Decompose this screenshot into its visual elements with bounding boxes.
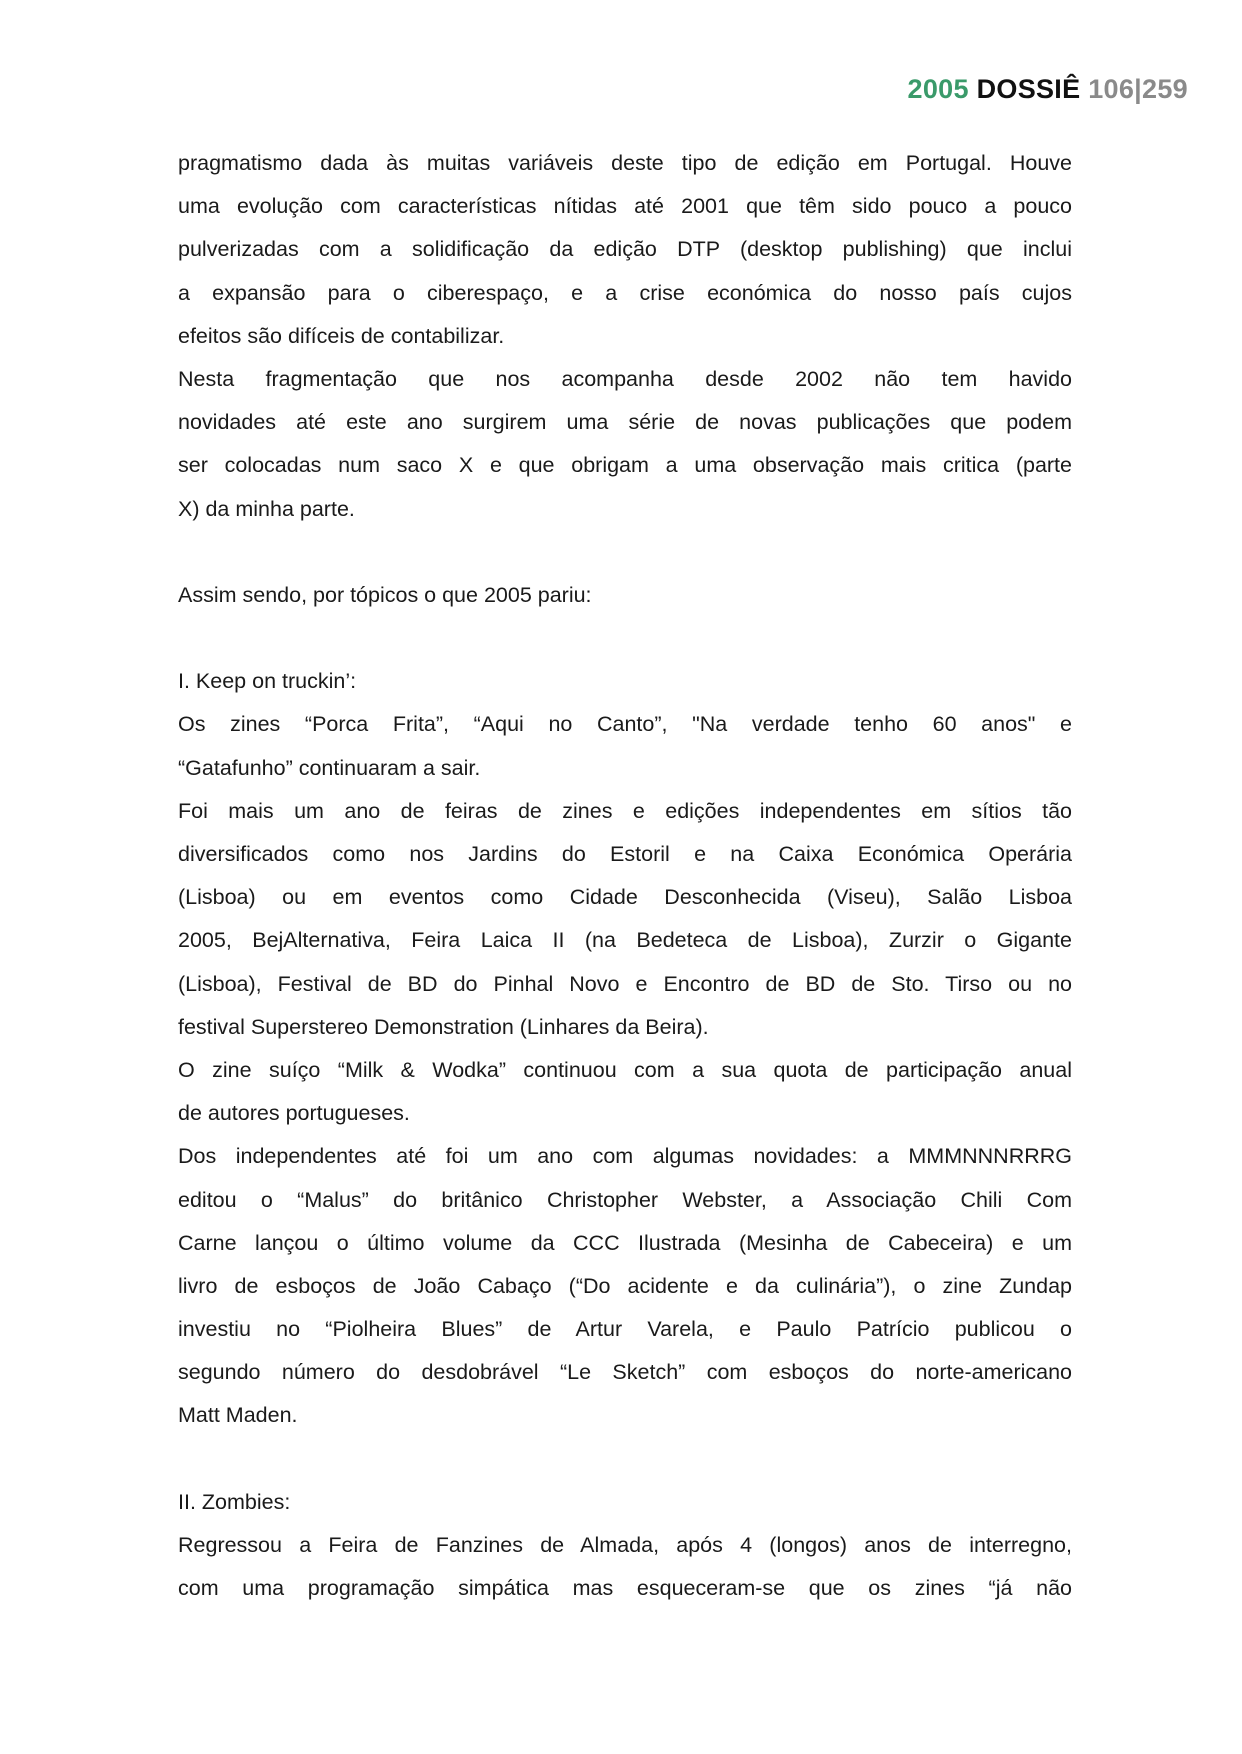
text-line: diversificados como nos Jardins do Estoril e na Caixa Económica Operária (178, 842, 1072, 866)
header-year: 2005 (907, 74, 969, 104)
text-line: pragmatismo dada às muitas variáveis deste tipo de edição em Portugal. Houve (178, 151, 1072, 175)
text-line: X) da minha parte. (178, 496, 355, 521)
paragraph (178, 1135, 1072, 1437)
text-line: Regressou a Feira de Fanzines de Almada, após 4 (longos) anos de interregno, (178, 1533, 1072, 1557)
text-line: 2005, BejAlternativa, Feira Laica II (na Bedeteca de Lisboa), Zurzir o Gigante (178, 928, 1072, 953)
text-line: Foi mais um ano de feiras de zines e edições independentes em sítios tão (178, 798, 1072, 823)
text-line: I. Keep on truckin’: (178, 669, 357, 694)
page-header (908, 74, 1188, 105)
paragraph-spacer (178, 531, 1072, 574)
text-line: ser colocadas num saco X e que obrigam a uma observação mais critica (parte (178, 453, 1072, 478)
text-line: O zine suíço “Milk & Wodka” continuou com a sua quota de participação anual (178, 1057, 1072, 1082)
text-line: pulverizadas com a solidificação da edição DTP (desktop publishing) que inclui (178, 237, 1072, 262)
paragraph (178, 574, 1072, 617)
text-line: Nesta fragmentação que nos acompanha desde 2002 não tem havido (178, 366, 1072, 391)
text-line: Os zines “Porca Frita”, “Aqui no Canto”, "Na verdade tenho 60 anos" e (178, 712, 1072, 737)
paragraph (178, 1049, 1072, 1135)
header-page-number: 106|259 (1088, 74, 1188, 104)
text-line: com uma programação simpática mas esqueceram-se que os zines “já não (178, 1576, 1072, 1601)
paragraph (178, 660, 1072, 703)
paragraph (178, 358, 1072, 531)
text-line: II. Zombies: (178, 1489, 291, 1514)
text-line: segundo número do desdobrável “Le Sketch” com esboços do norte-americano (178, 1360, 1072, 1385)
text-line: Carne lançou o último volume da CCC Ilustrada (Mesinha de Cabeceira) e um (178, 1230, 1072, 1255)
text-line: Matt Maden. (178, 1403, 298, 1428)
text-line: (Lisboa) ou em eventos como Cidade Desconhecida (Viseu), Salão Lisboa (178, 885, 1072, 910)
header-title: DOSSIÊ (976, 74, 1081, 104)
text-line: novidades até este ano surgirem uma série de novas publicações que podem (178, 410, 1072, 435)
text-line: Dos independentes até foi um ano com algumas novidades: a MMMNNNRRRG (178, 1144, 1072, 1169)
text-line: de autores portugueses. (178, 1101, 410, 1126)
document-body (178, 142, 1072, 1610)
paragraph (178, 703, 1072, 789)
paragraph (178, 790, 1072, 1049)
text-line: efeitos são difíceis de contabilizar. (178, 323, 505, 348)
paragraph-spacer (178, 1438, 1072, 1481)
text-line: livro de esboços de João Cabaço (“Do acidente e da culinária”), o zine Zundap (178, 1273, 1072, 1298)
text-line: investiu no “Piolheira Blues” de Artur Varela, e Paulo Patrício publicou o (178, 1317, 1072, 1342)
text-line: “Gatafunho” continuaram a sair. (178, 755, 481, 780)
paragraph (178, 142, 1072, 358)
text-line: uma evolução com características nítidas até 2001 que têm sido pouco a pouco (178, 194, 1072, 219)
paragraph (178, 1481, 1072, 1524)
text-line: festival Superstereo Demonstration (Linhares da Beira). (178, 1014, 709, 1039)
text-line: Assim sendo, por tópicos o que 2005 pariu: (178, 582, 592, 607)
text-line: a expansão para o ciberespaço, e a crise económica do nosso país cujos (178, 280, 1072, 305)
paragraph-spacer (178, 617, 1072, 660)
text-line: editou o “Malus” do britânico Christopher Webster, a Associação Chili Com (178, 1187, 1072, 1212)
paragraph (178, 1524, 1072, 1610)
text-line: (Lisboa), Festival de BD do Pinhal Novo e Encontro de BD de Sto. Tirso ou no (178, 971, 1072, 996)
